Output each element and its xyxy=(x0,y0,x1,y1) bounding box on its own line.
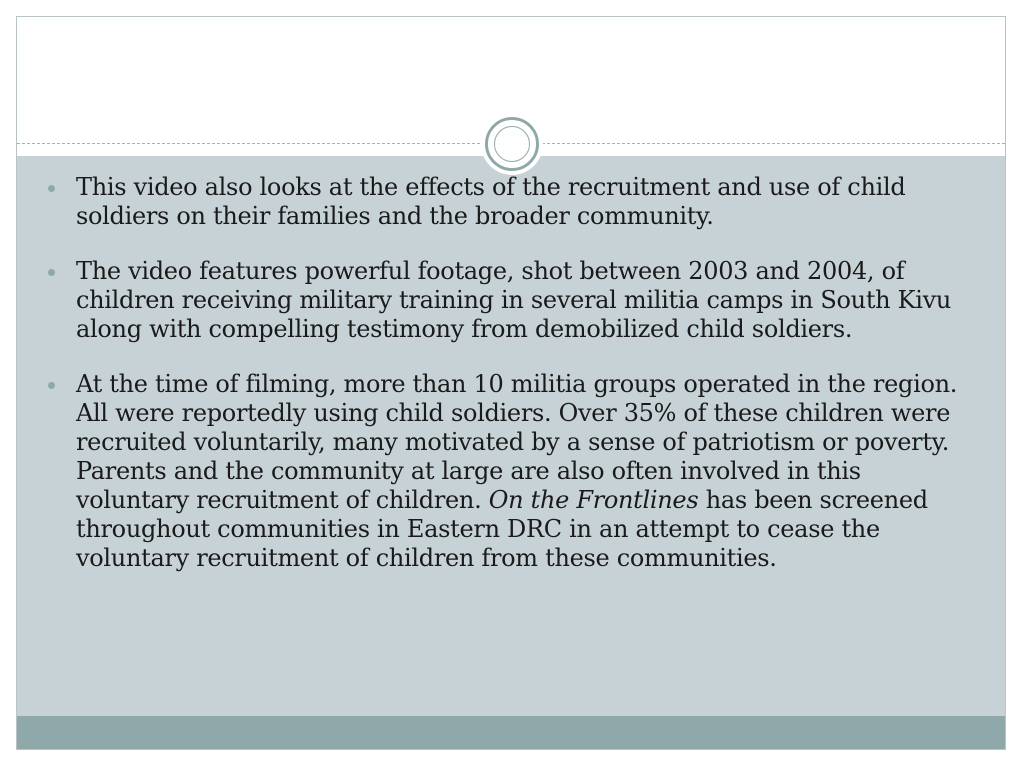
bullet-item-footage xyxy=(45,257,975,344)
bullet-item-effects xyxy=(45,173,975,231)
bullet-text: At the time of filming, more than 10 militia groups operated in the region. All were reportedly using child soldiers. Over 35% of these children were recruited voluntarily, many motivated by a sense of patriotism or poverty. Parents and the community at large are also often involved in this voluntary recruitment of children. xyxy=(76,370,958,514)
bullet-dot-icon xyxy=(48,382,55,389)
bullet-list xyxy=(45,173,975,599)
bullet-item-militia-groups xyxy=(45,370,975,573)
bullet-text-continued: has been screened throughout communities in Eastern DRC in an attempt to cease the voluntary recruitment of children from these communities. xyxy=(76,486,928,572)
bullet-text: This video also looks at the effects of the recruitment and use of child soldiers on their families and the broader community. xyxy=(76,173,906,230)
ornament-outer-ring xyxy=(485,117,539,171)
bullet-dot-icon xyxy=(48,185,55,192)
ornament-inner-ring xyxy=(494,126,530,162)
footer-band xyxy=(17,716,1005,750)
bullet-dot-icon xyxy=(48,269,55,276)
double-ring-circle-icon xyxy=(481,113,543,175)
film-title: On the Frontlines xyxy=(488,486,699,514)
bullet-text: The video features powerful footage, shot between 2003 and 2004, of children receiving military training in several militia camps in South Kivu along with compelling testimony from demobilized child soldiers. xyxy=(76,257,952,343)
slide xyxy=(16,16,1006,750)
